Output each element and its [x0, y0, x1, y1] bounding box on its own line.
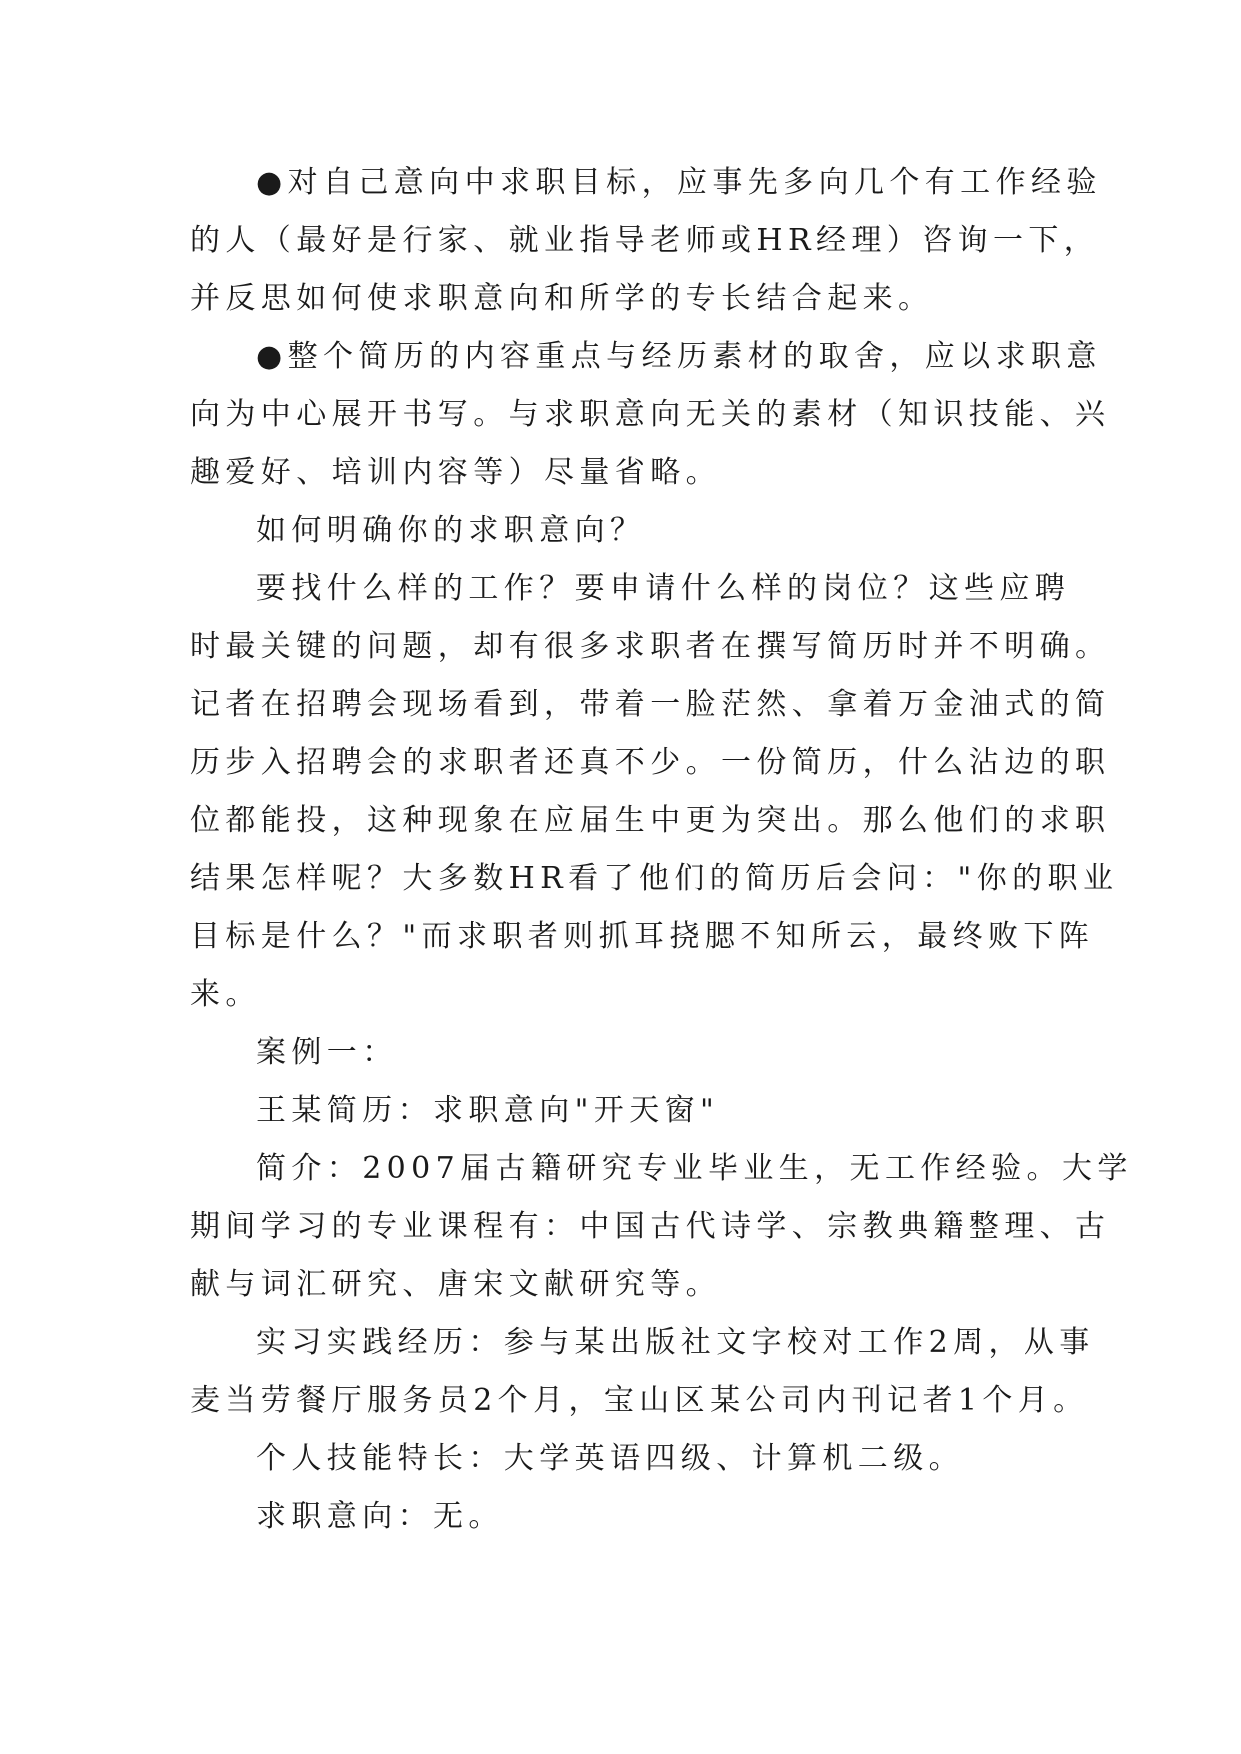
text-line: 记者在招聘会现场看到，带着一脸茫然、拿着万金油式的简	[190, 687, 1111, 722]
text-line: 结果怎样呢？大多数HR看了他们的简历后会问："你的职业	[190, 861, 1119, 896]
text-line: 献与词汇研究、唐宋文献研究等。	[190, 1267, 721, 1302]
text-line: 期间学习的专业课程有：中国古代诗学、宗教典籍整理、古	[190, 1209, 1111, 1244]
text-line: 案例一：	[256, 1035, 398, 1070]
text-line: 时最关键的问题，却有很多求职者在撰写简历时并不明确。	[190, 629, 1111, 664]
document-body	[190, 154, 1133, 1546]
text-line: 位都能投，这种现象在应届生中更为突出。那么他们的求职	[190, 803, 1111, 838]
text-line: 历步入招聘会的求职者还真不少。一份简历，什么沾边的职	[190, 745, 1111, 780]
text-line: 麦当劳餐厅服务员2个月，宝山区某公司内刊记者1个月。	[190, 1383, 1089, 1418]
text-line: 趣爱好、培训内容等）尽量省略。	[190, 455, 721, 490]
text-line: 个人技能特长：大学英语四级、计算机二级。	[256, 1441, 964, 1476]
text-line: 要找什么样的工作？要申请什么样的岗位？这些应聘	[256, 571, 1071, 606]
text-line: 目标是什么？"而求职者则抓耳挠腮不知所云，最终败下阵	[190, 919, 1095, 954]
text-line: ●整个简历的内容重点与经历素材的取舍，应以求职意	[256, 339, 1102, 374]
text-line: 王某简历：求职意向"开天窗"	[256, 1093, 720, 1128]
text-line: 求职意向：无。	[256, 1499, 504, 1534]
text-line: 实习实践经历：参与某出版社文字校对工作2周，从事	[256, 1325, 1095, 1360]
text-line: ●对自己意向中求职目标，应事先多向几个有工作经验	[256, 165, 1102, 200]
text-line: 如何明确你的求职意向？	[256, 513, 646, 548]
text-line: 简介：2007届古籍研究专业毕业生，无工作经验。大学	[256, 1151, 1133, 1186]
text-line: 向为中心展开书写。与求职意向无关的素材（知识技能、兴	[190, 397, 1111, 432]
text-line: 并反思如何使求职意向和所学的专长结合起来。	[190, 281, 934, 316]
text-line: 的人（最好是行家、就业指导老师或HR经理）咨询一下，	[190, 223, 1100, 258]
text-line: 来。	[190, 977, 261, 1012]
